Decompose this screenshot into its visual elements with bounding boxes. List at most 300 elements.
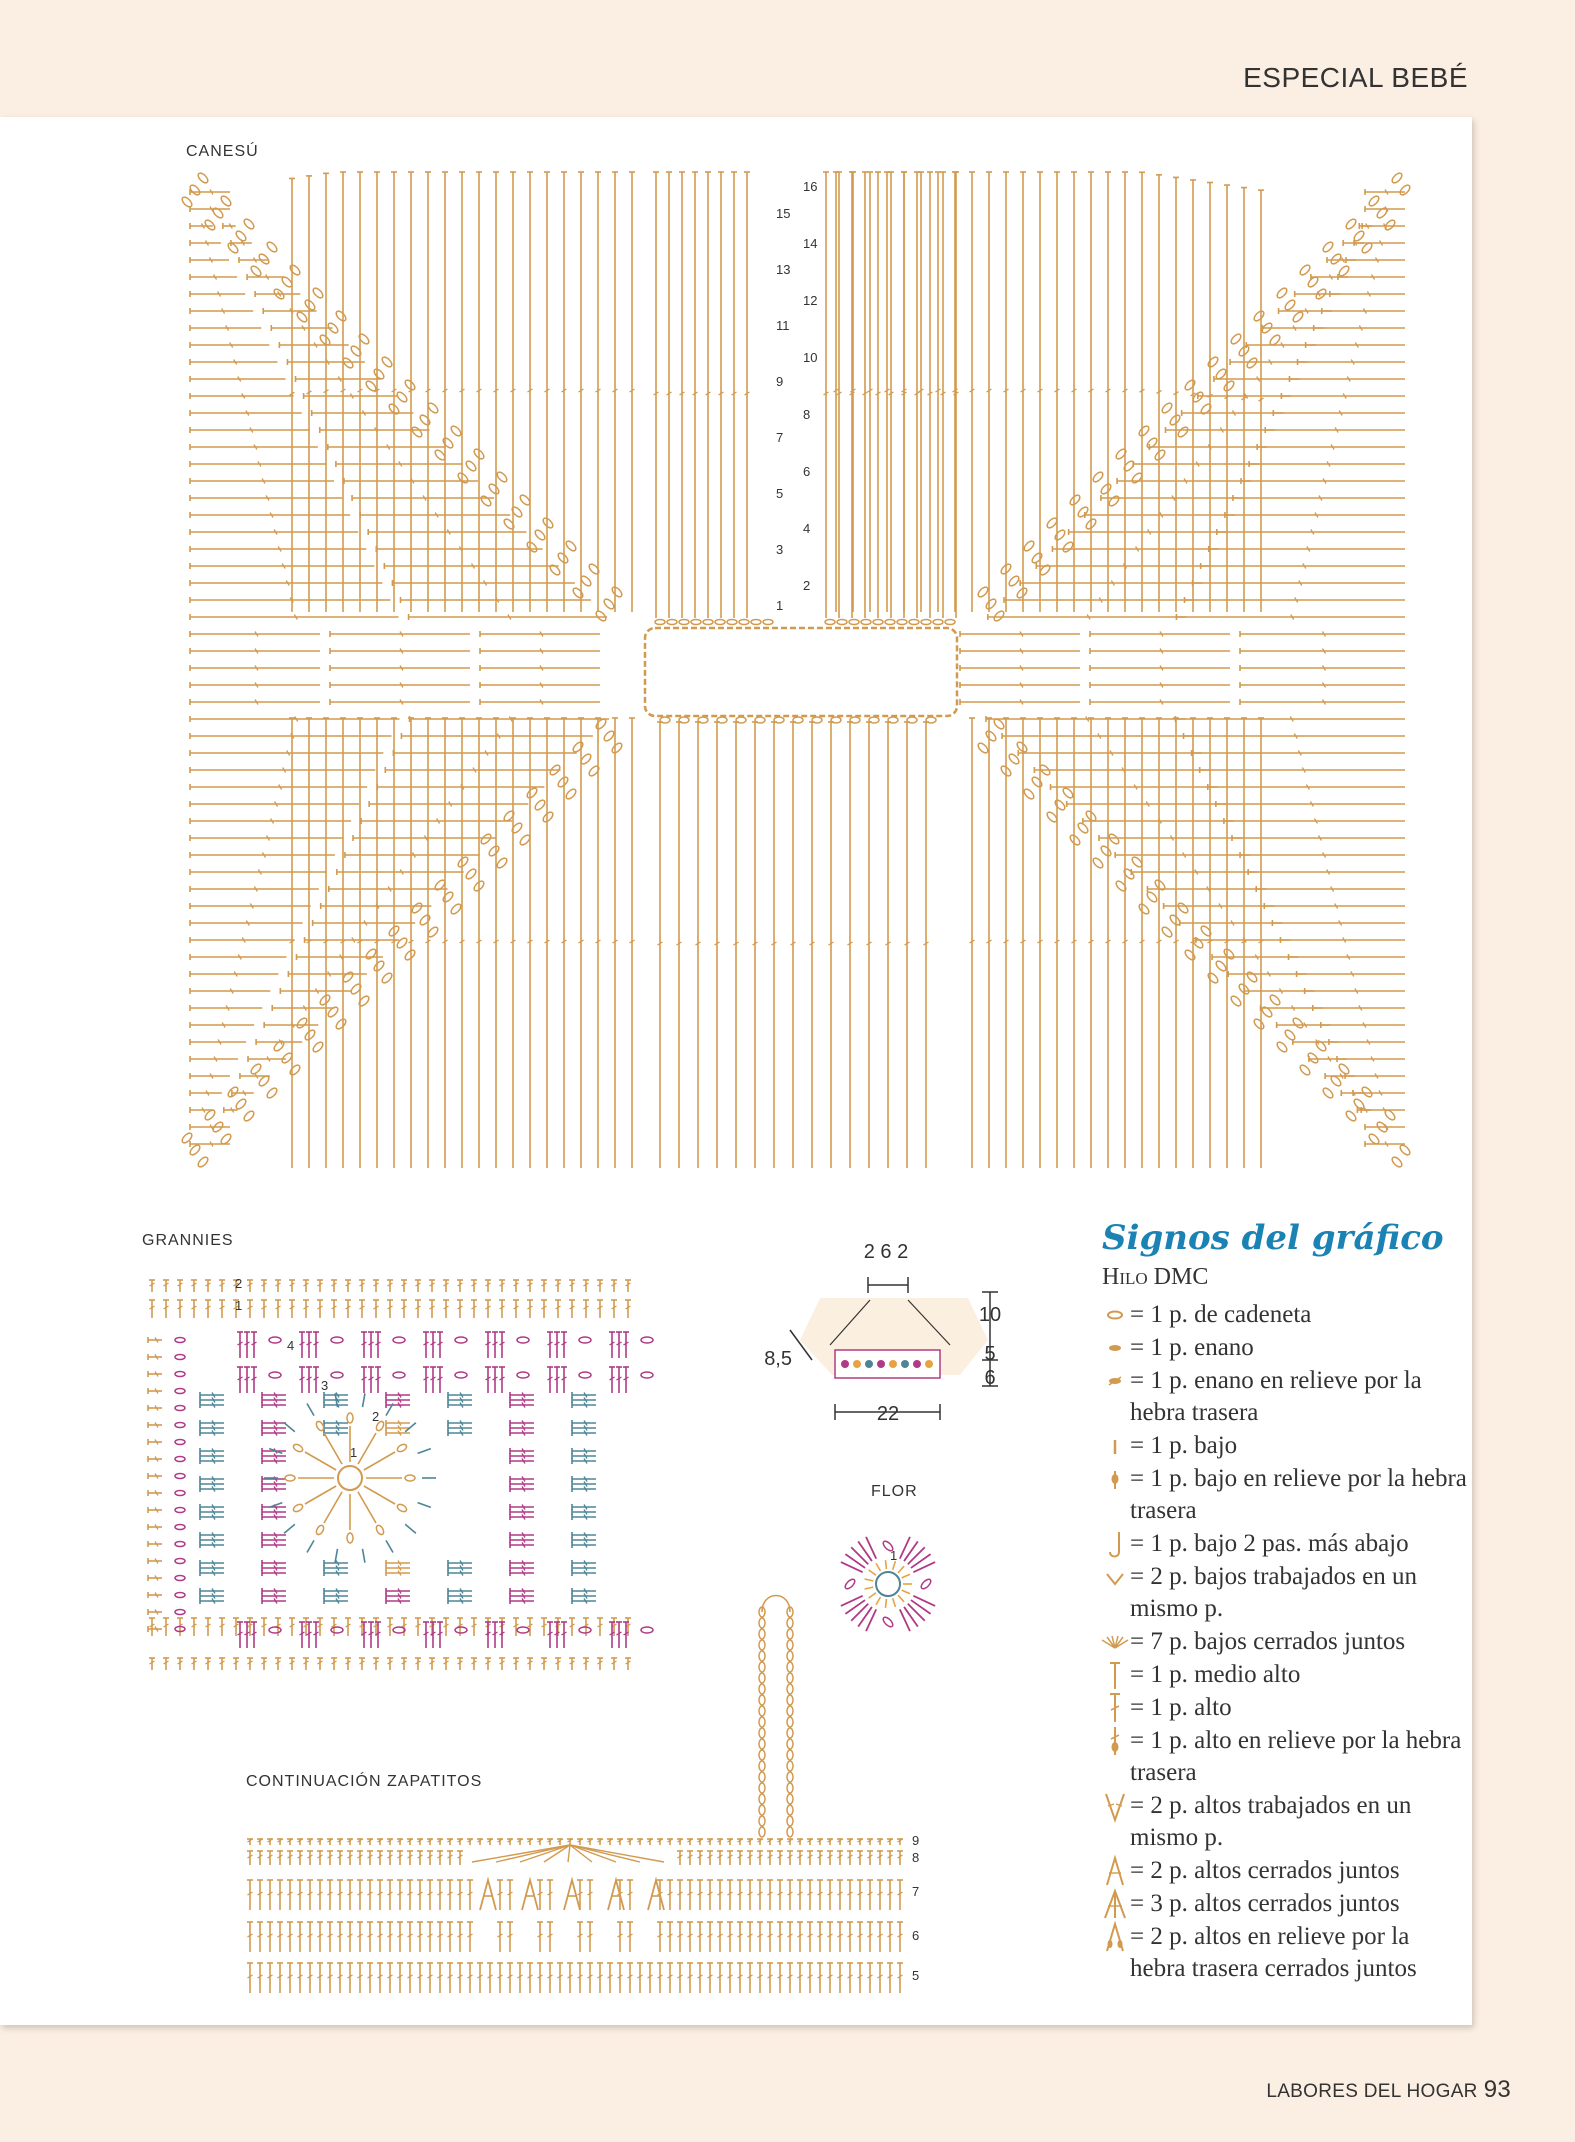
zapatitos-stitch	[767, 1839, 773, 1845]
zapatitos-stitch	[677, 1922, 683, 1952]
chain-mark	[759, 1794, 765, 1804]
zapatitos-stitch	[507, 1839, 513, 1845]
zapatitos-stitch	[727, 1880, 733, 1910]
zapatitos-stitch	[507, 1922, 513, 1952]
zapatitos-stitch	[737, 1922, 743, 1952]
canesu-row-number: 11	[776, 318, 790, 333]
zapatitos-row-number: 9	[912, 1833, 920, 1848]
zapatitos-stitch	[687, 1839, 693, 1845]
zapatitos-stitch	[747, 1922, 753, 1952]
seven-sc-together-icon	[1100, 1626, 1130, 1658]
zapatitos-stitch	[367, 1851, 373, 1865]
zapatitos-stitch	[457, 1851, 463, 1865]
zapatitos-stitch	[357, 1963, 363, 1993]
legend-item-text: = 2 p. altos cerrados juntos	[1130, 1857, 1400, 1884]
zapatitos-stitch	[857, 1839, 863, 1845]
zapatitos-stitch	[567, 1839, 573, 1845]
chain-mark	[787, 1794, 793, 1804]
zapatitos-stitch	[407, 1851, 413, 1865]
zapatitos-row-number: 8	[912, 1850, 920, 1865]
chain-mark	[759, 1783, 765, 1793]
zapatitos-stitch	[697, 1880, 703, 1910]
zapatitos-stitch	[357, 1851, 363, 1865]
legend-item-text: = 1 p. bajo 2 pas. más abajo	[1130, 1530, 1409, 1557]
legend-item	[1100, 1463, 1470, 1527]
legend-item-text: = 1 p. medio alto	[1130, 1661, 1301, 1688]
zapatitos-stitch	[377, 1839, 383, 1845]
zapatitos-stitch	[417, 1963, 423, 1993]
zapatitos-stitch	[317, 1880, 323, 1910]
page-footer	[1266, 2076, 1511, 2104]
zapatitos-stitch	[837, 1851, 843, 1865]
zapatitos-stitch	[417, 1839, 423, 1845]
zapatitos-stitch	[277, 1851, 283, 1865]
chain-mark	[759, 1750, 765, 1760]
canesu-row-number: 7	[776, 430, 784, 445]
zapatitos-stitch	[407, 1880, 413, 1910]
zapatitos-stitch	[707, 1880, 713, 1910]
chain-mark	[787, 1717, 793, 1727]
zapatitos-stitch	[827, 1963, 833, 1993]
chain-mark	[787, 1618, 793, 1628]
zapatitos-stitch	[247, 1839, 253, 1845]
two-dc-same-stitch-icon	[1100, 1790, 1130, 1822]
zapatitos-stitch	[817, 1851, 823, 1865]
flor-label: FLOR	[871, 1483, 918, 1500]
chain-mark	[787, 1783, 793, 1793]
zapatitos-stitch	[817, 1880, 823, 1910]
zapatitos-stitch	[667, 1922, 673, 1952]
legend-item	[1100, 1528, 1470, 1560]
zapatitos-stitch	[777, 1839, 783, 1845]
schematic-bottom-label: 22	[876, 1403, 900, 1425]
legend-item	[1100, 1299, 1470, 1331]
zapatitos-stitch	[797, 1922, 803, 1952]
legend-item-text: = 1 p. alto	[1130, 1694, 1232, 1721]
zapatitos-stitch	[897, 1880, 903, 1910]
zapatitos-stitch	[277, 1880, 283, 1910]
legend-item	[1100, 1626, 1470, 1658]
zapatitos-stitch	[587, 1922, 593, 1952]
legend-item	[1100, 1659, 1470, 1691]
zapatitos-stitch	[517, 1963, 523, 1993]
zapatitos-stitch	[627, 1922, 633, 1952]
zapatitos-stitch	[817, 1922, 823, 1952]
zapatitos-stitch	[307, 1922, 313, 1952]
chain-oval-icon	[1100, 1299, 1130, 1331]
chain-mark	[759, 1673, 765, 1683]
zapatitos-stitch	[667, 1880, 673, 1910]
zapatitos-stitch	[887, 1851, 893, 1865]
legend-item	[1100, 1561, 1470, 1625]
zapatitos-stitch	[407, 1922, 413, 1952]
zapatitos-stitch	[327, 1839, 333, 1845]
legend-item-text: = 7 p. bajos cerrados juntos	[1130, 1628, 1406, 1655]
zapatitos-stitch	[727, 1851, 733, 1865]
zapatitos-stitch	[367, 1880, 373, 1910]
canesu-row-number: 15	[776, 206, 791, 221]
zapatitos-stitch	[647, 1963, 653, 1993]
canesu-row-number: 5	[776, 486, 784, 501]
zapatitos-stitch	[727, 1839, 733, 1845]
canesu-row-number: 13	[776, 262, 791, 277]
zapatitos-stitch	[397, 1880, 403, 1910]
chain-mark	[759, 1629, 765, 1639]
zapatitos-stitch	[247, 1880, 253, 1910]
zapatitos-stitch	[467, 1880, 473, 1910]
page-header: ESPECIAL BEBÉ	[1243, 62, 1468, 93]
zapatitos-stitch	[297, 1922, 303, 1952]
zapatitos-stitch	[387, 1880, 393, 1910]
zapatitos-stitch	[437, 1839, 443, 1845]
zapatitos-stitch	[417, 1851, 423, 1865]
zapatitos-stitch	[787, 1851, 793, 1865]
zapatitos-stitch	[777, 1963, 783, 1993]
zapatitos-stitch	[757, 1963, 763, 1993]
zapatitos-fan-stitch	[570, 1845, 664, 1862]
zapatitos-stitch	[657, 1922, 663, 1952]
zapatitos-stitch	[437, 1963, 443, 1993]
chain-mark	[759, 1739, 765, 1749]
zapatitos-stitch	[807, 1839, 813, 1845]
zapatitos-stitch	[427, 1839, 433, 1845]
zapatitos-stitch	[267, 1851, 273, 1865]
zapatitos-stitch	[617, 1963, 623, 1993]
zapatitos-stitch	[447, 1880, 453, 1910]
canesu-row-number: 6	[803, 464, 811, 479]
legend-item-text: = 3 p. altos cerrados juntos	[1130, 1890, 1400, 1917]
zapatitos-stitch	[767, 1880, 773, 1910]
chain-mark	[787, 1816, 793, 1826]
zapatitos-stitch	[417, 1880, 423, 1910]
legend-title: Signos del gráfico	[1102, 1218, 1444, 1258]
zapatitos-stitch	[877, 1880, 883, 1910]
legend-item-text: = 2 p. altos en relieve por la hebra trasera cerrados juntos	[1130, 1923, 1417, 1982]
zapatitos-stitch	[507, 1963, 513, 1993]
chain-mark	[759, 1805, 765, 1815]
legend-item	[1100, 1790, 1470, 1854]
zapatitos-stitch	[837, 1963, 843, 1993]
zapatitos-stitch	[897, 1922, 903, 1952]
zapatitos-stitch	[347, 1963, 353, 1993]
zapatitos-stitch	[887, 1839, 893, 1845]
chain-mark	[759, 1706, 765, 1716]
zapatitos-stitch	[457, 1839, 463, 1845]
schematic-right-bottom-label: 6	[984, 1367, 996, 1389]
zapatitos-stitch	[497, 1922, 503, 1952]
canesu-row-number: 8	[803, 407, 811, 422]
zapatitos-stitch	[717, 1851, 723, 1865]
zapatitos-stitch	[407, 1963, 413, 1993]
zapatitos-stitch	[427, 1880, 433, 1910]
chain-mark	[759, 1640, 765, 1650]
zapatitos-row-number: 5	[912, 1968, 920, 1983]
zapatitos-stitch	[547, 1880, 553, 1910]
zapatitos-stitch	[557, 1839, 563, 1845]
zapatitos-stitch	[757, 1922, 763, 1952]
zapatitos-stitch	[837, 1839, 843, 1845]
zapatitos-stitch	[267, 1839, 273, 1845]
zapatitos-stitch	[447, 1922, 453, 1952]
zapatitos-stitch	[447, 1839, 453, 1845]
zapatitos-stitch	[347, 1922, 353, 1952]
chain-mark	[787, 1772, 793, 1782]
zapatitos-stitch	[307, 1839, 313, 1845]
zapatitos-stitch	[577, 1839, 583, 1845]
zapatitos-stitch	[707, 1963, 713, 1993]
spike-stitch-icon	[1100, 1528, 1130, 1560]
legend-item	[1100, 1332, 1470, 1364]
two-dc-together-icon	[1100, 1855, 1130, 1887]
zapatitos-stitch	[277, 1839, 283, 1845]
chain-mark	[787, 1739, 793, 1749]
schematic-right-mid-label: 5	[984, 1343, 996, 1365]
zapatitos-stitch	[847, 1839, 853, 1845]
granny-row-number: 1	[235, 1298, 243, 1313]
chain-mark	[759, 1761, 765, 1771]
zapatitos-stitch	[857, 1922, 863, 1952]
zapatitos-stitch	[377, 1851, 383, 1865]
chain-mark	[787, 1706, 793, 1716]
zapatitos-stitch	[287, 1851, 293, 1865]
schematic-right-top-label: 10	[978, 1304, 1002, 1326]
legend-item-text: = 1 p. de cadeneta	[1130, 1301, 1312, 1328]
zapatitos-stitch	[467, 1922, 473, 1952]
chain-mark	[759, 1728, 765, 1738]
slip-stitch-back-loop-icon	[1100, 1365, 1130, 1397]
granny-row-number: 3	[321, 1378, 329, 1393]
canesu-row-number: 16	[803, 179, 818, 194]
granny-row-number: 4	[287, 1338, 295, 1353]
zapatitos-stitch	[707, 1839, 713, 1845]
zapatitos-chain-loop	[762, 1596, 790, 1613]
chain-mark	[787, 1640, 793, 1650]
legend-item-text: = 1 p. enano en relieve por la hebra trasera	[1130, 1367, 1422, 1426]
zapatitos-stitch	[687, 1851, 693, 1865]
zapatitos-stitch	[847, 1922, 853, 1952]
zapatitos-stitch	[247, 1851, 253, 1865]
zapatitos-stitch	[697, 1851, 703, 1865]
zapatitos-stitch	[547, 1839, 553, 1845]
zapatitos-stitch	[307, 1963, 313, 1993]
canesu-row-number: 3	[776, 542, 784, 557]
zapatitos-stitch	[887, 1880, 893, 1910]
granny-row-number: 2	[235, 1276, 243, 1291]
zapatitos-stitch	[377, 1963, 383, 1993]
zapatitos-stitch	[797, 1880, 803, 1910]
zapatitos-stitch	[547, 1963, 553, 1993]
zapatitos-stitch	[767, 1851, 773, 1865]
zapatitos-stitch	[667, 1963, 673, 1993]
canesu-label: CANESÚ	[186, 143, 259, 160]
zapatitos-stitch	[587, 1839, 593, 1845]
magazine-name: LABORES DEL HOGAR	[1266, 2081, 1478, 2102]
zapatitos-stitch	[467, 1839, 473, 1845]
zapatitos-stitch	[657, 1963, 663, 1993]
canesu-row-number: 10	[803, 350, 818, 365]
zapatitos-stitch	[257, 1851, 263, 1865]
zapatitos-stitch	[367, 1963, 373, 1993]
legend-item	[1100, 1855, 1470, 1887]
zapatitos-label: CONTINUACIÓN ZAPATITOS	[246, 1773, 483, 1790]
zapatitos-stitch	[357, 1839, 363, 1845]
zapatitos-stitch	[437, 1851, 443, 1865]
zapatitos-stitch	[327, 1963, 333, 1993]
zapatitos-stitch	[257, 1880, 263, 1910]
zapatitos-stitch	[687, 1922, 693, 1952]
zapatitos-stitch	[747, 1880, 753, 1910]
zapatitos-stitch	[587, 1880, 593, 1910]
zapatitos-stitch	[697, 1839, 703, 1845]
zapatitos-stitch	[647, 1839, 653, 1845]
zapatitos-stitch	[297, 1880, 303, 1910]
zapatitos-row-number: 6	[912, 1928, 920, 1943]
chain-mark	[787, 1805, 793, 1815]
zapatitos-stitch	[757, 1851, 763, 1865]
legend-item-text: = 2 p. altos trabajados en un mismo p.	[1130, 1792, 1412, 1851]
zapatitos-fan-stitch	[570, 1845, 616, 1862]
slip-stitch-icon	[1100, 1332, 1130, 1364]
legend-item	[1100, 1725, 1470, 1789]
zapatitos-stitch	[787, 1880, 793, 1910]
chain-mark	[759, 1816, 765, 1826]
zapatitos-fan-stitch	[568, 1845, 570, 1862]
zapatitos-stitch	[867, 1839, 873, 1845]
zapatitos-stitch	[797, 1839, 803, 1845]
zapatitos-stitch	[427, 1963, 433, 1993]
zapatitos-fan-stitch	[520, 1845, 570, 1862]
grannies-label: GRANNIES	[142, 1232, 234, 1249]
zapatitos-stitch	[797, 1963, 803, 1993]
zapatitos-stitch	[717, 1839, 723, 1845]
zapatitos-stitch	[787, 1922, 793, 1952]
zapatitos-stitch	[397, 1851, 403, 1865]
zapatitos-stitch	[867, 1851, 873, 1865]
zapatitos-stitch	[477, 1839, 483, 1845]
zapatitos-stitch	[787, 1963, 793, 1993]
zapatitos-stitch	[517, 1839, 523, 1845]
zapatitos-stitch	[887, 1922, 893, 1952]
zapatitos-stitch	[337, 1851, 343, 1865]
zapatitos-stitch	[857, 1880, 863, 1910]
single-crochet-icon	[1100, 1430, 1130, 1462]
legend-subtitle: Hilo DMC	[1102, 1264, 1209, 1290]
zapatitos-stitch	[507, 1880, 513, 1910]
zapatitos-stitch	[787, 1839, 793, 1845]
zapatitos-stitch	[447, 1963, 453, 1993]
zapatitos-stitch	[627, 1963, 633, 1993]
zapatitos-stitch	[827, 1922, 833, 1952]
granny-row-number: 2	[372, 1409, 380, 1424]
chain-mark	[759, 1684, 765, 1694]
zapatitos-stitch	[457, 1922, 463, 1952]
zapatitos-stitch	[337, 1922, 343, 1952]
zapatitos-stitch	[397, 1963, 403, 1993]
zapatitos-stitch	[817, 1839, 823, 1845]
zapatitos-stitch	[277, 1963, 283, 1993]
zapatitos-stitch	[827, 1880, 833, 1910]
zapatitos-stitch	[257, 1963, 263, 1993]
zapatitos-stitch	[867, 1880, 873, 1910]
chain-mark	[759, 1772, 765, 1782]
zapatitos-stitch	[417, 1922, 423, 1952]
zapatitos-stitch	[727, 1963, 733, 1993]
zapatitos-stitch	[677, 1839, 683, 1845]
zapatitos-stitch	[567, 1963, 573, 1993]
zapatitos-stitch	[847, 1880, 853, 1910]
zapatitos-stitch	[897, 1851, 903, 1865]
zapatitos-stitch	[807, 1851, 813, 1865]
zapatitos-stitch	[487, 1963, 493, 1993]
zapatitos-stitch	[427, 1851, 433, 1865]
zapatitos-stitch	[597, 1963, 603, 1993]
zapatitos-stitch	[317, 1851, 323, 1865]
dc-together-mark	[480, 1880, 496, 1910]
zapatitos-stitch	[537, 1922, 543, 1952]
zapatitos-stitch	[677, 1851, 683, 1865]
zapatitos-stitch	[767, 1922, 773, 1952]
zapatitos-stitch	[827, 1851, 833, 1865]
chain-mark	[759, 1717, 765, 1727]
zapatitos-fan-stitch	[496, 1845, 570, 1862]
legend-item-text: = 1 p. enano	[1130, 1334, 1254, 1361]
zapatitos-stitch	[807, 1922, 813, 1952]
zapatitos-stitch	[247, 1963, 253, 1993]
legend-item	[1100, 1430, 1470, 1462]
zapatitos-stitch	[697, 1963, 703, 1993]
zapatitos-stitch	[577, 1922, 583, 1952]
zapatitos-stitch	[677, 1880, 683, 1910]
chain-mark	[787, 1695, 793, 1705]
zapatitos-stitch	[867, 1963, 873, 1993]
zapatitos-stitch	[347, 1851, 353, 1865]
zapatitos-stitch	[247, 1922, 253, 1952]
zapatitos-stitch	[697, 1922, 703, 1952]
legend-item	[1100, 1921, 1470, 1985]
zapatitos-stitch	[497, 1963, 503, 1993]
zapatitos-stitch	[807, 1963, 813, 1993]
zapatitos-stitch	[367, 1839, 373, 1845]
zapatitos-stitch	[287, 1922, 293, 1952]
zapatitos-stitch	[537, 1839, 543, 1845]
zapatitos-stitch	[397, 1922, 403, 1952]
zapatitos-stitch	[607, 1963, 613, 1993]
zapatitos-stitch	[727, 1922, 733, 1952]
zapatitos-stitch	[337, 1880, 343, 1910]
single-crochet-back-loop-icon	[1100, 1463, 1130, 1495]
zapatitos-stitch	[767, 1963, 773, 1993]
canesu-row-number: 14	[803, 236, 818, 251]
zapatitos-stitch	[737, 1851, 743, 1865]
dc-together-mark	[522, 1880, 538, 1910]
two-sc-same-stitch-icon	[1100, 1561, 1130, 1593]
zapatitos-stitch	[637, 1963, 643, 1993]
zapatitos-stitch	[497, 1839, 503, 1845]
zapatitos-stitch	[337, 1963, 343, 1993]
zapatitos-stitch	[877, 1963, 883, 1993]
zapatitos-stitch	[717, 1963, 723, 1993]
zapatitos-stitch	[877, 1851, 883, 1865]
granny-row-number: 1	[350, 1445, 358, 1460]
zapatitos-stitch	[747, 1839, 753, 1845]
zapatitos-stitch	[497, 1880, 503, 1910]
zapatitos-stitch	[857, 1851, 863, 1865]
zapatitos-stitch	[437, 1880, 443, 1910]
zapatitos-stitch	[297, 1839, 303, 1845]
legend-item-text: = 2 p. bajos trabajados en un mismo p.	[1130, 1563, 1417, 1622]
zapatitos-stitch	[627, 1839, 633, 1845]
zapatitos-stitch	[757, 1839, 763, 1845]
